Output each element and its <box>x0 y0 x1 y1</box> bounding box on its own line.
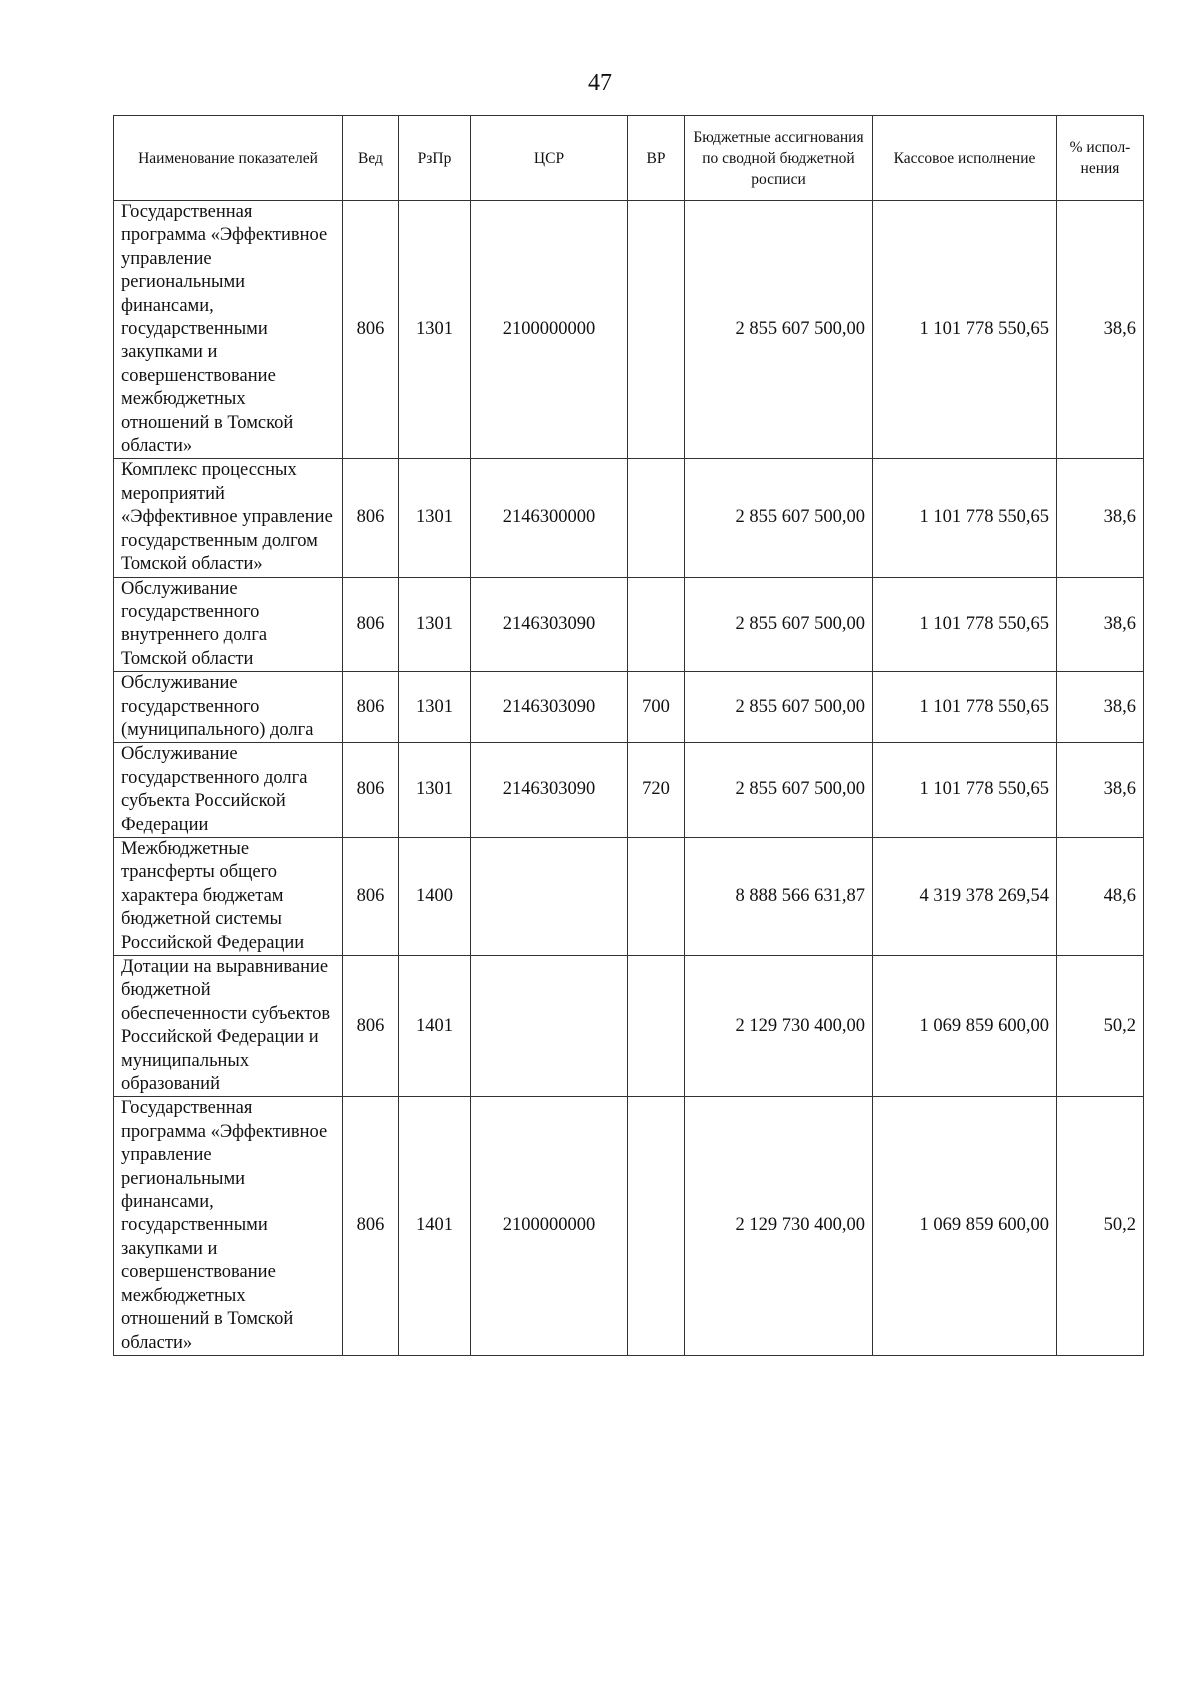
header-ved: Вед <box>343 116 399 201</box>
row-cash: 1 069 859 600,00 <box>873 956 1057 1097</box>
row-cash: 1 101 778 550,65 <box>873 743 1057 838</box>
row-percent: 38,6 <box>1057 743 1144 838</box>
table-row <box>114 672 1144 743</box>
row-allocations: 2 129 730 400,00 <box>685 1097 873 1355</box>
row-ved: 806 <box>343 577 399 672</box>
row-vr <box>628 577 685 672</box>
row-rzpr: 1400 <box>399 837 471 955</box>
row-cash: 1 101 778 550,65 <box>873 672 1057 743</box>
row-allocations: 2 855 607 500,00 <box>685 459 873 577</box>
row-csr <box>471 956 628 1097</box>
row-csr: 2146300000 <box>471 459 628 577</box>
page-number: 47 <box>588 70 612 96</box>
row-allocations: 8 888 566 631,87 <box>685 837 873 955</box>
header-csr: ЦСР <box>471 116 628 201</box>
row-cash: 4 319 378 269,54 <box>873 837 1057 955</box>
row-cash: 1 101 778 550,65 <box>873 201 1057 459</box>
row-ved: 806 <box>343 201 399 459</box>
row-rzpr: 1301 <box>399 459 471 577</box>
row-ved: 806 <box>343 1097 399 1355</box>
row-rzpr: 1401 <box>399 1097 471 1355</box>
row-name: Межбюджетные трансферты общего характера бюджетам бюджетной системы Российской Федерации <box>114 837 343 955</box>
row-allocations: 2 855 607 500,00 <box>685 201 873 459</box>
row-name: Обслуживание государственного внутреннего долга Томской области <box>114 577 343 672</box>
row-name: Дотации на выравнивание бюджетной обеспеченности субъектов Российской Федерации и муниципальных образований <box>114 956 343 1097</box>
table-row <box>114 1097 1144 1355</box>
row-name: Обслуживание государственного (муниципального) долга <box>114 672 343 743</box>
row-rzpr: 1301 <box>399 672 471 743</box>
table-row <box>114 577 1144 672</box>
row-percent: 38,6 <box>1057 672 1144 743</box>
row-vr <box>628 201 685 459</box>
row-name: Государственная программа «Эффективное управление региональными финансами, государственными закупками и совершенствование межбюджетных отношений в Томской области» <box>114 1097 343 1355</box>
row-rzpr: 1301 <box>399 743 471 838</box>
row-vr <box>628 956 685 1097</box>
row-csr: 2100000000 <box>471 1097 628 1355</box>
header-vr: ВР <box>628 116 685 201</box>
row-rzpr: 1401 <box>399 956 471 1097</box>
header-name: Наименование показателей <box>114 116 343 201</box>
table-row <box>114 459 1144 577</box>
table-header-row <box>114 116 1144 201</box>
row-allocations: 2 855 607 500,00 <box>685 672 873 743</box>
row-csr: 2146303090 <box>471 577 628 672</box>
row-vr: 700 <box>628 672 685 743</box>
row-csr <box>471 837 628 955</box>
row-ved: 806 <box>343 837 399 955</box>
row-percent: 50,2 <box>1057 956 1144 1097</box>
row-percent: 50,2 <box>1057 1097 1144 1355</box>
row-cash: 1 101 778 550,65 <box>873 577 1057 672</box>
row-vr <box>628 459 685 577</box>
row-cash: 1 069 859 600,00 <box>873 1097 1057 1355</box>
row-percent: 38,6 <box>1057 201 1144 459</box>
budget-table <box>113 115 1144 1356</box>
row-name: Обслуживание государственного долга субъекта Российской Федерации <box>114 743 343 838</box>
table-row <box>114 743 1144 838</box>
row-allocations: 2 855 607 500,00 <box>685 577 873 672</box>
header-cash: Кассовое исполнение <box>873 116 1057 201</box>
row-ved: 806 <box>343 672 399 743</box>
row-vr: 720 <box>628 743 685 838</box>
row-ved: 806 <box>343 743 399 838</box>
row-percent: 38,6 <box>1057 459 1144 577</box>
table-row <box>114 837 1144 955</box>
header-allocations: Бюджетные ассигнования по сводной бюджетной росписи <box>685 116 873 201</box>
row-name: Комплекс процессных мероприятий «Эффективное управление государственным долгом Томской области» <box>114 459 343 577</box>
table-row <box>114 956 1144 1097</box>
row-csr: 2146303090 <box>471 743 628 838</box>
row-allocations: 2 129 730 400,00 <box>685 956 873 1097</box>
row-allocations: 2 855 607 500,00 <box>685 743 873 838</box>
row-ved: 806 <box>343 459 399 577</box>
row-vr <box>628 1097 685 1355</box>
row-percent: 48,6 <box>1057 837 1144 955</box>
table-row <box>114 201 1144 459</box>
row-vr <box>628 837 685 955</box>
header-rzpr: РзПр <box>399 116 471 201</box>
row-name: Государственная программа «Эффективное управление региональными финансами, государственными закупками и совершенствование межбюджетных отношений в Томской области» <box>114 201 343 459</box>
row-cash: 1 101 778 550,65 <box>873 459 1057 577</box>
row-rzpr: 1301 <box>399 201 471 459</box>
header-percent: % испол- нения <box>1057 116 1144 201</box>
row-percent: 38,6 <box>1057 577 1144 672</box>
row-rzpr: 1301 <box>399 577 471 672</box>
row-csr: 2100000000 <box>471 201 628 459</box>
row-csr: 2146303090 <box>471 672 628 743</box>
row-ved: 806 <box>343 956 399 1097</box>
